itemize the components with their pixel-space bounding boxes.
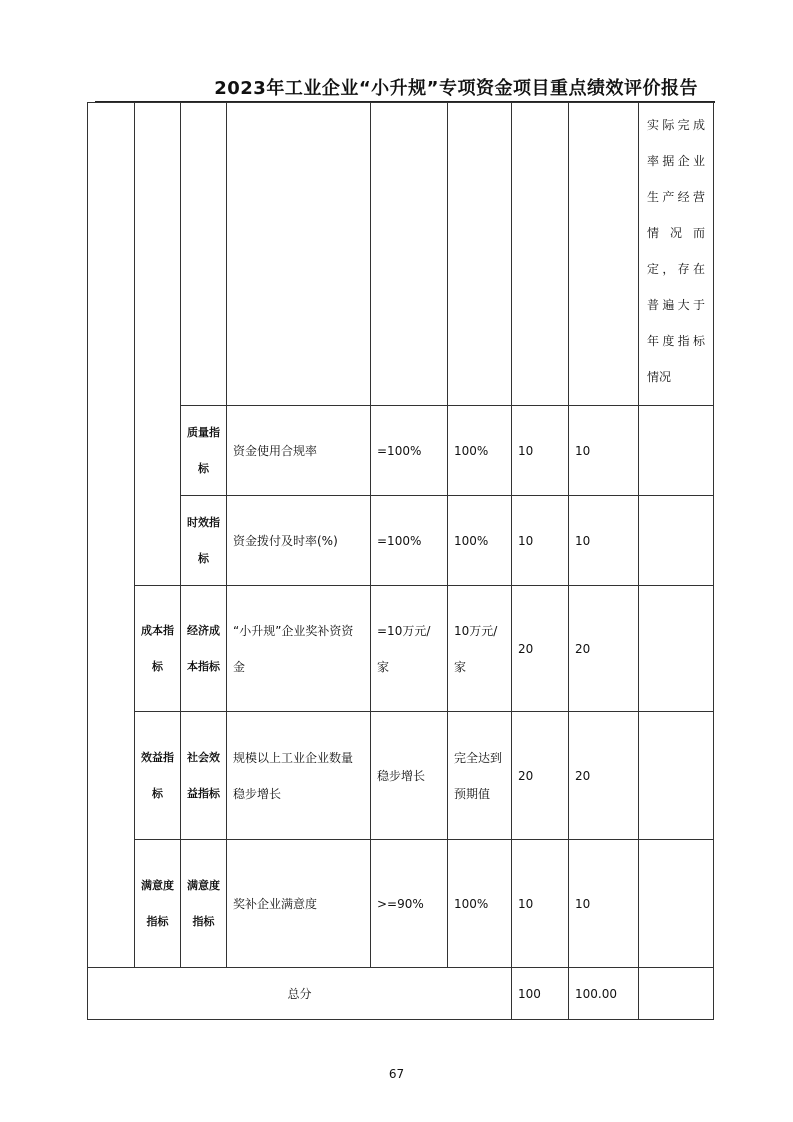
cell-indicator-satisfaction: 奖补企业满意度 bbox=[227, 840, 371, 968]
table-row-quality bbox=[88, 406, 714, 496]
cell-total-label: 总分 bbox=[88, 968, 512, 1020]
cell-score-benefit: 20 bbox=[569, 712, 639, 840]
cell-actual-cost: 10万元/家 bbox=[448, 586, 512, 712]
cell-weight-benefit: 20 bbox=[512, 712, 569, 840]
cell-level3-benefit: 社会效益指标 bbox=[181, 712, 227, 840]
cell-actual-quality: 100% bbox=[448, 406, 512, 496]
cell-actual-timeliness: 100% bbox=[448, 496, 512, 586]
page-header-title: 2023年工业企业“小升规”专项资金项目重点绩效评价报告 bbox=[214, 78, 698, 99]
cell-weight-quality: 10 bbox=[512, 406, 569, 496]
cell-indicator-continued bbox=[227, 103, 371, 406]
cell-weight-timeliness: 10 bbox=[512, 496, 569, 586]
cell-level2-cost: 成本指标 bbox=[135, 586, 181, 712]
cell-level2-benefit: 效益指标 bbox=[135, 712, 181, 840]
cell-actual-satisfaction: 100% bbox=[448, 840, 512, 968]
cell-note-quality bbox=[639, 406, 714, 496]
cell-total-weight: 100 bbox=[512, 968, 569, 1020]
cell-level2-continued bbox=[135, 103, 181, 586]
cell-target-timeliness: =100% bbox=[371, 496, 448, 586]
cell-note-satisfaction bbox=[639, 840, 714, 968]
table-row-cost bbox=[88, 586, 714, 712]
cell-actual-benefit: 完全达到预期值 bbox=[448, 712, 512, 840]
table-row-timeliness bbox=[88, 496, 714, 586]
cell-level3-continued bbox=[181, 103, 227, 406]
cell-indicator-cost: “小升规”企业奖补资资金 bbox=[227, 586, 371, 712]
cell-score-timeliness: 10 bbox=[569, 496, 639, 586]
table-row-benefit bbox=[88, 712, 714, 840]
cell-indicator-benefit: 规模以上工业企业数量稳步增长 bbox=[227, 712, 371, 840]
cell-note-timeliness bbox=[639, 496, 714, 586]
cell-target-cost: =10万元/家 bbox=[371, 586, 448, 712]
cell-score-continued bbox=[569, 103, 639, 406]
cell-note-benefit bbox=[639, 712, 714, 840]
cell-weight-cost: 20 bbox=[512, 586, 569, 712]
cell-level3-satisfaction: 满意度指标 bbox=[181, 840, 227, 968]
cell-level3-quality: 质量指标 bbox=[181, 406, 227, 496]
cell-total-note bbox=[639, 968, 714, 1020]
table-row-total bbox=[88, 968, 714, 1020]
table-row-satisfaction bbox=[88, 840, 714, 968]
cell-target-benefit: 稳步增长 bbox=[371, 712, 448, 840]
cell-weight-continued bbox=[512, 103, 569, 406]
cell-target-continued bbox=[371, 103, 448, 406]
cell-weight-satisfaction: 10 bbox=[512, 840, 569, 968]
cell-note-cost bbox=[639, 586, 714, 712]
cell-score-cost: 20 bbox=[569, 586, 639, 712]
cell-level3-timeliness: 时效指标 bbox=[181, 496, 227, 586]
cell-indicator-timeliness: 资金拨付及时率(%) bbox=[227, 496, 371, 586]
cell-level3-cost: 经济成本指标 bbox=[181, 586, 227, 712]
cell-actual-continued bbox=[448, 103, 512, 406]
cell-note-continued: 实际完成率据企业生产经营情况而定，存在普遍大于年度指标情况 bbox=[639, 103, 714, 406]
cell-indicator-quality: 资金使用合规率 bbox=[227, 406, 371, 496]
page-number: 67 bbox=[388, 1067, 405, 1081]
cell-level1-continued bbox=[88, 103, 135, 968]
cell-score-satisfaction: 10 bbox=[569, 840, 639, 968]
performance-table bbox=[87, 102, 714, 1020]
cell-target-satisfaction: >=90% bbox=[371, 840, 448, 968]
cell-level2-satisfaction: 满意度指标 bbox=[135, 840, 181, 968]
cell-target-quality: =100% bbox=[371, 406, 448, 496]
cell-score-quality: 10 bbox=[569, 406, 639, 496]
cell-total-score: 100.00 bbox=[569, 968, 639, 1020]
table-row-continued bbox=[88, 103, 714, 406]
